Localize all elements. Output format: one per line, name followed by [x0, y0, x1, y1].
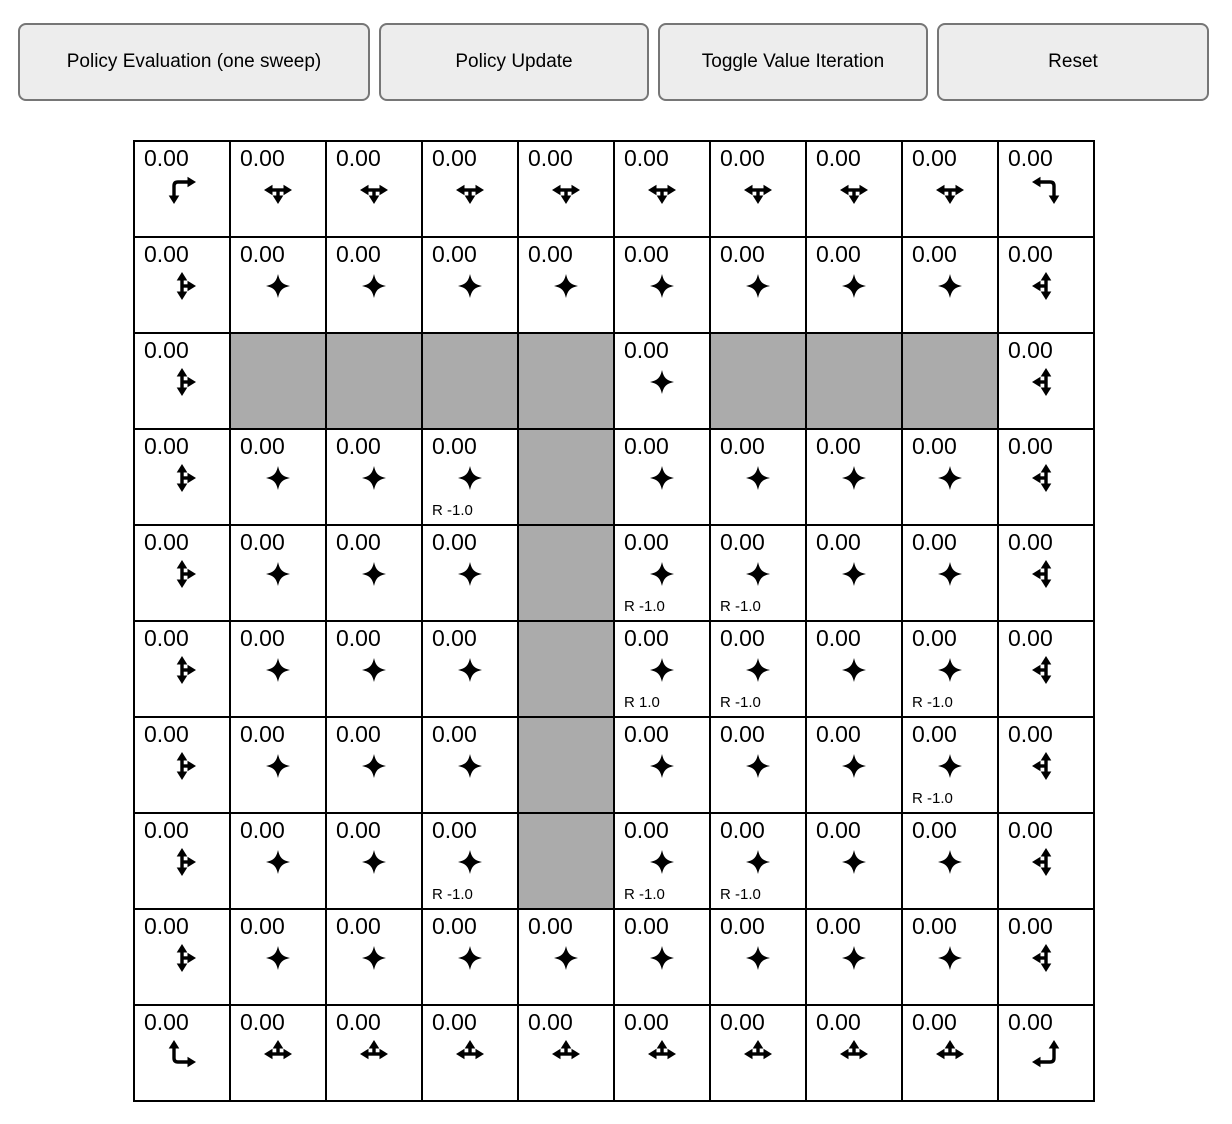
grid-cell-r6c1[interactable] [231, 718, 325, 812]
cell-value: 0.00 [816, 1009, 861, 1035]
policy-arrow-icon-all [741, 269, 775, 303]
grid-cell-r7c9[interactable] [999, 814, 1093, 908]
policy-arrow-icon-all [453, 269, 487, 303]
policy-evaluation-button[interactable]: Policy Evaluation (one sweep) [18, 23, 370, 101]
policy-arrow-icon-lru [261, 1037, 295, 1071]
cell-value: 0.00 [336, 1009, 381, 1035]
grid-cell-r1c3[interactable] [423, 238, 517, 332]
grid-cell-r1c2[interactable] [327, 238, 421, 332]
cell-value: 0.00 [432, 145, 477, 171]
policy-arrow-icon-all [357, 653, 391, 687]
cell-reward: R -1.0 [624, 886, 665, 903]
grid-cell-r4c5[interactable] [615, 526, 709, 620]
grid-cell-r4c0[interactable] [135, 526, 229, 620]
cell-value: 0.00 [720, 433, 765, 459]
grid-cell-r6c6[interactable] [711, 718, 805, 812]
cell-value: 0.00 [1008, 529, 1053, 555]
policy-arrow-icon-all [357, 845, 391, 879]
policy-arrow-icon-lrd [837, 173, 871, 207]
cell-value: 0.00 [720, 241, 765, 267]
cell-value: 0.00 [1008, 433, 1053, 459]
cell-value: 0.00 [1008, 625, 1053, 651]
wall-cell-r2c2[interactable] [327, 334, 421, 428]
grid-cell-r3c5[interactable] [615, 430, 709, 524]
grid-cell-r3c7[interactable] [807, 430, 901, 524]
grid-cell-r5c8[interactable] [903, 622, 997, 716]
grid-cell-r5c1[interactable] [231, 622, 325, 716]
cell-value: 0.00 [240, 913, 285, 939]
grid-cell-r0c1[interactable] [231, 142, 325, 236]
grid-cell-r1c8[interactable] [903, 238, 997, 332]
cell-value: 0.00 [432, 913, 477, 939]
cell-value: 0.00 [624, 1009, 669, 1035]
policy-arrow-icon-all [933, 941, 967, 975]
cell-value: 0.00 [144, 529, 189, 555]
policy-arrow-icon-uld [1029, 557, 1063, 591]
cell-value: 0.00 [432, 625, 477, 651]
grid-cell-r1c1[interactable] [231, 238, 325, 332]
policy-arrow-icon-lru [357, 1037, 391, 1071]
policy-arrow-icon-all [933, 461, 967, 495]
policy-arrow-icon-all [357, 269, 391, 303]
policy-arrow-icon-uld [1029, 269, 1063, 303]
grid-cell-r5c6[interactable] [711, 622, 805, 716]
cell-value: 0.00 [144, 721, 189, 747]
policy-arrow-icon-all [645, 461, 679, 495]
cell-value: 0.00 [912, 721, 957, 747]
grid-cell-r9c8[interactable] [903, 1006, 997, 1100]
cell-value: 0.00 [528, 1009, 573, 1035]
cell-value: 0.00 [624, 817, 669, 843]
policy-arrow-icon-all [645, 845, 679, 879]
policy-arrow-icon-all [741, 749, 775, 783]
cell-value: 0.00 [624, 625, 669, 651]
policy-arrow-icon-all [645, 749, 679, 783]
grid-cell-r6c2[interactable] [327, 718, 421, 812]
cell-value: 0.00 [336, 721, 381, 747]
grid-cell-r8c9[interactable] [999, 910, 1093, 1004]
grid-cell-r6c5[interactable] [615, 718, 709, 812]
policy-arrow-icon-lrd [933, 173, 967, 207]
policy-arrow-icon-urd [165, 941, 199, 975]
policy-arrow-icon-all [645, 653, 679, 687]
cell-value: 0.00 [912, 913, 957, 939]
cell-value: 0.00 [240, 625, 285, 651]
policy-arrow-icon-urd [165, 365, 199, 399]
policy-arrow-icon-urd [165, 749, 199, 783]
grid-cell-r1c5[interactable] [615, 238, 709, 332]
cell-value: 0.00 [336, 433, 381, 459]
wall-cell-r7c4[interactable] [519, 814, 613, 908]
cell-value: 0.00 [720, 721, 765, 747]
cell-value: 0.00 [912, 1009, 957, 1035]
grid-cell-r0c5[interactable] [615, 142, 709, 236]
policy-arrow-icon-ld [1029, 173, 1063, 207]
policy-arrow-icon-lrd [453, 173, 487, 207]
grid-cell-r8c4[interactable] [519, 910, 613, 1004]
cell-value: 0.00 [144, 1009, 189, 1035]
policy-arrow-icon-lrd [357, 173, 391, 207]
cell-value: 0.00 [528, 913, 573, 939]
policy-arrow-icon-all [741, 461, 775, 495]
policy-arrow-icon-all [933, 269, 967, 303]
wall-cell-r2c3[interactable] [423, 334, 517, 428]
wall-cell-r2c8[interactable] [903, 334, 997, 428]
grid-cell-r3c8[interactable] [903, 430, 997, 524]
cell-value: 0.00 [720, 145, 765, 171]
policy-arrow-icon-all [933, 845, 967, 879]
grid-cell-r4c2[interactable] [327, 526, 421, 620]
grid-cell-r6c9[interactable] [999, 718, 1093, 812]
cell-value: 0.00 [1008, 721, 1053, 747]
cell-value: 0.00 [624, 721, 669, 747]
policy-arrow-icon-all [261, 845, 295, 879]
grid-cell-r1c7[interactable] [807, 238, 901, 332]
policy-arrow-icon-lru [645, 1037, 679, 1071]
policy-arrow-icon-all [453, 749, 487, 783]
cell-value: 0.00 [144, 241, 189, 267]
cell-value: 0.00 [912, 433, 957, 459]
policy-arrow-icon-all [741, 845, 775, 879]
policy-arrow-icon-urd [165, 269, 199, 303]
grid-cell-r7c0[interactable] [135, 814, 229, 908]
wall-cell-r2c4[interactable] [519, 334, 613, 428]
cell-value: 0.00 [912, 625, 957, 651]
grid-cell-r0c3[interactable] [423, 142, 517, 236]
policy-arrow-icon-rd [165, 173, 199, 207]
wall-cell-r4c4[interactable] [519, 526, 613, 620]
grid-cell-r0c6[interactable] [711, 142, 805, 236]
cell-value: 0.00 [144, 817, 189, 843]
grid-cell-r6c7[interactable] [807, 718, 901, 812]
grid-cell-r0c9[interactable] [999, 142, 1093, 236]
policy-arrow-icon-all [261, 653, 295, 687]
gridworld [133, 140, 1095, 1102]
grid-cell-r0c0[interactable] [135, 142, 229, 236]
policy-arrow-icon-all [741, 653, 775, 687]
cell-reward: R -1.0 [912, 694, 953, 711]
grid-cell-r1c6[interactable] [711, 238, 805, 332]
grid-cell-r9c1[interactable] [231, 1006, 325, 1100]
policy-arrow-icon-uld [1029, 749, 1063, 783]
grid-cell-r7c2[interactable] [327, 814, 421, 908]
cell-value: 0.00 [624, 145, 669, 171]
cell-value: 0.00 [336, 529, 381, 555]
policy-arrow-icon-ur [165, 1037, 199, 1071]
cell-value: 0.00 [816, 433, 861, 459]
cell-value: 0.00 [816, 721, 861, 747]
wall-cell-r2c6[interactable] [711, 334, 805, 428]
cell-value: 0.00 [816, 625, 861, 651]
grid-cell-r1c0[interactable] [135, 238, 229, 332]
grid-cell-r9c3[interactable] [423, 1006, 517, 1100]
cell-reward: R 1.0 [624, 694, 660, 711]
grid-cell-r8c1[interactable] [231, 910, 325, 1004]
grid-cell-r5c5[interactable] [615, 622, 709, 716]
cell-value: 0.00 [720, 1009, 765, 1035]
cell-value: 0.00 [912, 145, 957, 171]
policy-arrow-icon-all [741, 941, 775, 975]
policy-arrow-icon-all [453, 557, 487, 591]
cell-value: 0.00 [1008, 1009, 1053, 1035]
cell-reward: R -1.0 [624, 598, 665, 615]
cell-value: 0.00 [528, 145, 573, 171]
cell-value: 0.00 [528, 241, 573, 267]
grid-cell-r8c7[interactable] [807, 910, 901, 1004]
policy-arrow-icon-urd [165, 557, 199, 591]
policy-arrow-icon-all [549, 941, 583, 975]
cell-value: 0.00 [1008, 337, 1053, 363]
grid-cell-r2c0[interactable] [135, 334, 229, 428]
cell-value: 0.00 [432, 433, 477, 459]
cell-value: 0.00 [240, 529, 285, 555]
grid-cell-r0c7[interactable] [807, 142, 901, 236]
cell-value: 0.00 [240, 1009, 285, 1035]
grid-cell-r9c4[interactable] [519, 1006, 613, 1100]
grid-cell-r0c4[interactable] [519, 142, 613, 236]
grid-cell-r3c3[interactable] [423, 430, 517, 524]
cell-value: 0.00 [432, 1009, 477, 1035]
grid-cell-r0c2[interactable] [327, 142, 421, 236]
cell-value: 0.00 [816, 913, 861, 939]
cell-value: 0.00 [144, 913, 189, 939]
grid-cell-r4c9[interactable] [999, 526, 1093, 620]
cell-value: 0.00 [1008, 913, 1053, 939]
grid-cell-r4c6[interactable] [711, 526, 805, 620]
grid-cell-r2c5[interactable] [615, 334, 709, 428]
cell-value: 0.00 [624, 913, 669, 939]
grid-cell-r1c4[interactable] [519, 238, 613, 332]
cell-value: 0.00 [432, 241, 477, 267]
wall-cell-r6c4[interactable] [519, 718, 613, 812]
policy-arrow-icon-all [933, 749, 967, 783]
cell-value: 0.00 [912, 529, 957, 555]
grid-cell-r9c0[interactable] [135, 1006, 229, 1100]
policy-arrow-icon-all [645, 941, 679, 975]
cell-reward: R -1.0 [720, 598, 761, 615]
policy-arrow-icon-all [357, 461, 391, 495]
cell-value: 0.00 [624, 337, 669, 363]
cell-value: 0.00 [336, 625, 381, 651]
cell-value: 0.00 [336, 817, 381, 843]
grid-cell-r8c3[interactable] [423, 910, 517, 1004]
cell-value: 0.00 [240, 241, 285, 267]
policy-arrow-icon-all [261, 269, 295, 303]
cell-value: 0.00 [240, 721, 285, 747]
policy-arrow-icon-all [837, 941, 871, 975]
grid-cell-r5c9[interactable] [999, 622, 1093, 716]
wall-cell-r2c7[interactable] [807, 334, 901, 428]
policy-arrow-icon-lrd [741, 173, 775, 207]
cell-reward: R -1.0 [432, 886, 473, 903]
policy-arrow-icon-urd [165, 845, 199, 879]
grid-cell-r7c7[interactable] [807, 814, 901, 908]
cell-value: 0.00 [1008, 817, 1053, 843]
cell-value: 0.00 [240, 145, 285, 171]
cell-value: 0.00 [816, 241, 861, 267]
policy-arrow-icon-uld [1029, 365, 1063, 399]
policy-arrow-icon-ul [1029, 1037, 1063, 1071]
cell-value: 0.00 [144, 433, 189, 459]
cell-value: 0.00 [1008, 241, 1053, 267]
grid-cell-r3c0[interactable] [135, 430, 229, 524]
policy-arrow-icon-all [933, 653, 967, 687]
cell-value: 0.00 [816, 145, 861, 171]
policy-arrow-icon-all [357, 749, 391, 783]
policy-arrow-icon-all [837, 653, 871, 687]
cell-value: 0.00 [336, 241, 381, 267]
policy-arrow-icon-all [837, 845, 871, 879]
policy-arrow-icon-all [837, 749, 871, 783]
policy-arrow-icon-all [357, 557, 391, 591]
grid-cell-r1c9[interactable] [999, 238, 1093, 332]
policy-arrow-icon-all [261, 749, 295, 783]
policy-update-button[interactable]: Policy Update [379, 23, 649, 101]
cell-value: 0.00 [144, 145, 189, 171]
cell-value: 0.00 [624, 433, 669, 459]
grid-cell-r4c3[interactable] [423, 526, 517, 620]
grid-cell-r5c7[interactable] [807, 622, 901, 716]
grid-cell-r3c6[interactable] [711, 430, 805, 524]
policy-arrow-icon-all [261, 941, 295, 975]
policy-arrow-icon-all [645, 269, 679, 303]
grid-cell-r8c5[interactable] [615, 910, 709, 1004]
cell-value: 0.00 [432, 529, 477, 555]
grid-cell-r0c8[interactable] [903, 142, 997, 236]
policy-arrow-icon-urd [165, 461, 199, 495]
cell-value: 0.00 [720, 529, 765, 555]
policy-arrow-icon-uld [1029, 653, 1063, 687]
grid-cell-r7c1[interactable] [231, 814, 325, 908]
policy-arrow-icon-lru [933, 1037, 967, 1071]
grid-cell-r9c7[interactable] [807, 1006, 901, 1100]
grid-cell-r3c2[interactable] [327, 430, 421, 524]
policy-arrow-icon-all [837, 461, 871, 495]
grid-cell-r3c9[interactable] [999, 430, 1093, 524]
grid-cell-r7c6[interactable] [711, 814, 805, 908]
grid-cell-r9c9[interactable] [999, 1006, 1093, 1100]
policy-arrow-icon-all [645, 365, 679, 399]
policy-arrow-icon-lru [453, 1037, 487, 1071]
grid-cell-r5c3[interactable] [423, 622, 517, 716]
cell-value: 0.00 [816, 817, 861, 843]
cell-value: 0.00 [240, 817, 285, 843]
cell-value: 0.00 [336, 145, 381, 171]
policy-arrow-icon-uld [1029, 461, 1063, 495]
wall-cell-r3c4[interactable] [519, 430, 613, 524]
grid-cell-r3c1[interactable] [231, 430, 325, 524]
grid-cell-r6c3[interactable] [423, 718, 517, 812]
policy-arrow-icon-all [453, 653, 487, 687]
cell-value: 0.00 [912, 241, 957, 267]
cell-value: 0.00 [240, 433, 285, 459]
cell-value: 0.00 [144, 337, 189, 363]
toggle-value-iteration-button[interactable]: Toggle Value Iteration [658, 23, 928, 101]
policy-arrow-icon-all [261, 557, 295, 591]
grid-cell-r4c8[interactable] [903, 526, 997, 620]
cell-value: 0.00 [624, 529, 669, 555]
cell-value: 0.00 [624, 241, 669, 267]
policy-arrow-icon-lrd [645, 173, 679, 207]
grid-cell-r8c8[interactable] [903, 910, 997, 1004]
policy-arrow-icon-all [453, 941, 487, 975]
grid-cell-r7c3[interactable] [423, 814, 517, 908]
policy-arrow-icon-all [837, 269, 871, 303]
policy-arrow-icon-all [453, 461, 487, 495]
policy-arrow-icon-all [549, 269, 583, 303]
grid-cell-r9c2[interactable] [327, 1006, 421, 1100]
grid-cell-r2c9[interactable] [999, 334, 1093, 428]
cell-reward: R -1.0 [720, 886, 761, 903]
grid-cell-r8c6[interactable] [711, 910, 805, 1004]
grid-cell-r8c2[interactable] [327, 910, 421, 1004]
cell-reward: R -1.0 [720, 694, 761, 711]
cell-value: 0.00 [432, 817, 477, 843]
cell-value: 0.00 [720, 913, 765, 939]
cell-reward: R -1.0 [432, 502, 473, 519]
cell-value: 0.00 [720, 817, 765, 843]
toolbar [18, 23, 1209, 101]
policy-arrow-icon-lrd [549, 173, 583, 207]
cell-value: 0.00 [144, 625, 189, 651]
grid-cell-r7c8[interactable] [903, 814, 997, 908]
policy-arrow-icon-urd [165, 653, 199, 687]
grid-cell-r6c8[interactable] [903, 718, 997, 812]
grid-cell-r4c1[interactable] [231, 526, 325, 620]
grid-cell-r9c6[interactable] [711, 1006, 805, 1100]
policy-arrow-icon-lru [837, 1037, 871, 1071]
cell-value: 0.00 [720, 625, 765, 651]
cell-value: 0.00 [816, 529, 861, 555]
grid-cell-r5c2[interactable] [327, 622, 421, 716]
policy-arrow-icon-uld [1029, 845, 1063, 879]
grid-cell-r5c0[interactable] [135, 622, 229, 716]
wall-cell-r5c4[interactable] [519, 622, 613, 716]
cell-value: 0.00 [336, 913, 381, 939]
grid-cell-r4c7[interactable] [807, 526, 901, 620]
policy-arrow-icon-all [645, 557, 679, 591]
reset-button[interactable]: Reset [937, 23, 1209, 101]
policy-arrow-icon-lru [549, 1037, 583, 1071]
policy-arrow-icon-lru [741, 1037, 775, 1071]
grid-cell-r8c0[interactable] [135, 910, 229, 1004]
policy-arrow-icon-all [741, 557, 775, 591]
cell-value: 0.00 [1008, 145, 1053, 171]
wall-cell-r2c1[interactable] [231, 334, 325, 428]
policy-arrow-icon-all [933, 557, 967, 591]
cell-value: 0.00 [912, 817, 957, 843]
grid-cell-r9c5[interactable] [615, 1006, 709, 1100]
grid-cell-r6c0[interactable] [135, 718, 229, 812]
policy-arrow-icon-uld [1029, 941, 1063, 975]
grid-cell-r7c5[interactable] [615, 814, 709, 908]
policy-arrow-icon-all [357, 941, 391, 975]
cell-value: 0.00 [432, 721, 477, 747]
cell-reward: R -1.0 [912, 790, 953, 807]
policy-arrow-icon-all [261, 461, 295, 495]
policy-arrow-icon-all [837, 557, 871, 591]
policy-arrow-icon-lrd [261, 173, 295, 207]
policy-arrow-icon-all [453, 845, 487, 879]
